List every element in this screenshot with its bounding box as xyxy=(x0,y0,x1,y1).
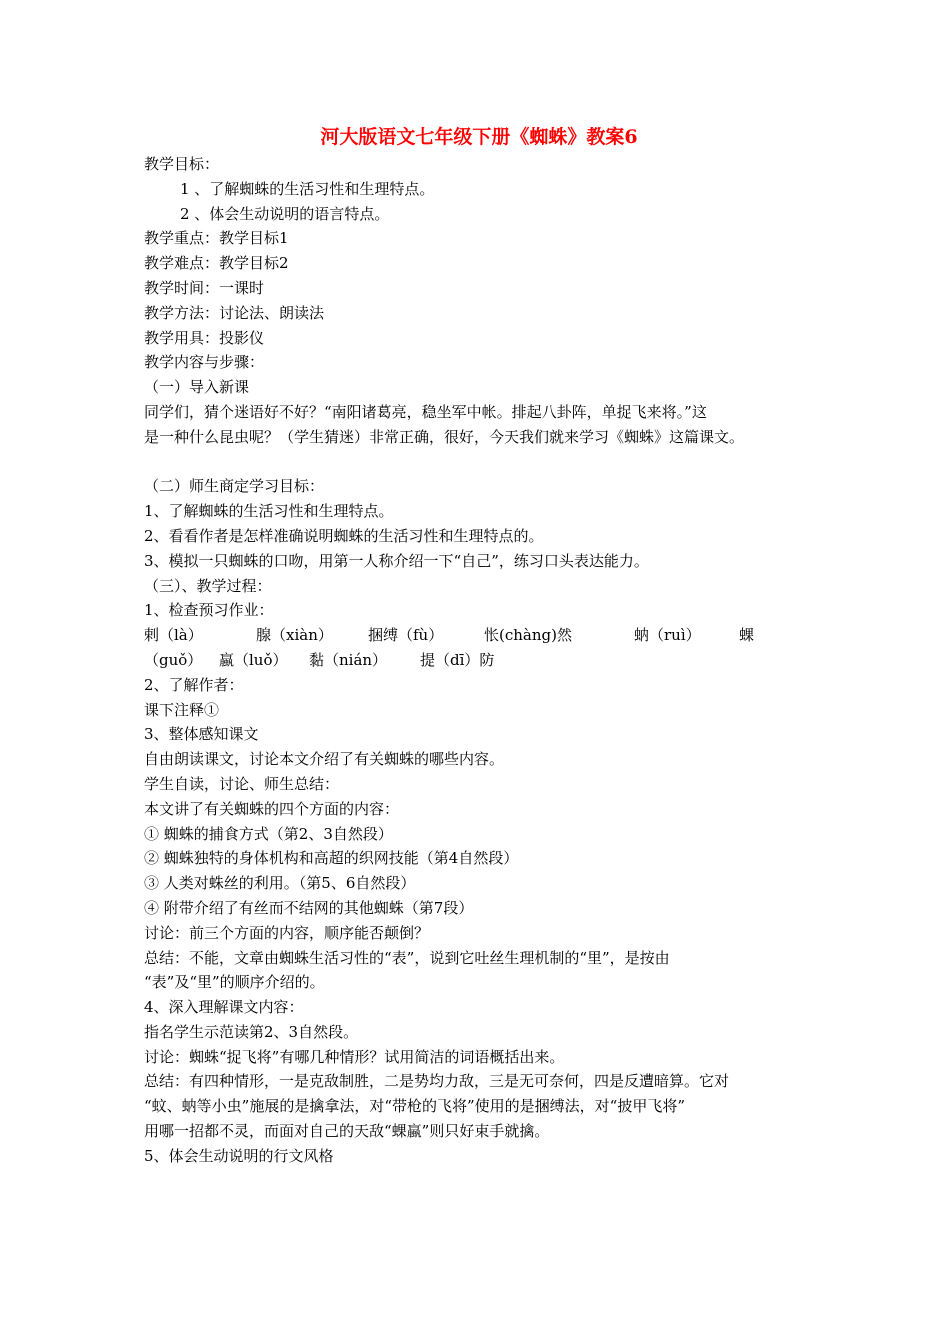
paragraph-line: 3、整体感知课文 xyxy=(144,725,259,744)
list-item: ④ 附带介绍了有丝而不结网的其他蜘蛛（第7段） xyxy=(144,898,474,917)
pinyin-word: 剌（là） xyxy=(144,626,203,645)
pinyin-word: 腺（xiàn） xyxy=(256,626,333,645)
paragraph-line: 是一种什么昆虫呢？（学生猜迷）非常正确，很好，今天我们就来学习《蜘蛛》这篇课文。 xyxy=(144,427,745,446)
paragraph-line: 5、体会生动说明的行文风格 xyxy=(144,1146,334,1165)
meta-line: 教学方法：讨论法、朗读法 xyxy=(144,303,325,322)
pinyin-word: 黏（nián） xyxy=(309,650,388,669)
paragraph-line: 2、看看作者是怎样准确说明蜘蛛的生活习性和生理特点的。 xyxy=(144,526,544,545)
pinyin-word: 怅(chàng)然 xyxy=(484,626,572,645)
document-title: 河大版语文七年级下册《蜘蛛》教案6 xyxy=(320,126,638,148)
paragraph-line: “蚊、蚋等小虫”施展的是擒拿法，对“带枪的飞将”使用的是捆缚法，对“披甲飞将” xyxy=(144,1097,686,1116)
paragraph-line: 讨论：前三个方面的内容，顺序能否颠倒？ xyxy=(144,923,430,942)
paragraph-line: 4、深入理解课文内容： xyxy=(144,998,304,1017)
meta-line: 教学重点：教学目标1 xyxy=(144,229,289,248)
paragraph-line: 3、模拟一只蜘蛛的口吻，用第一人称介绍一下“自己”，练习口头表达能力。 xyxy=(144,551,649,570)
list-item: ③ 人类对蛛丝的利用。（第5、6自然段） xyxy=(144,874,416,893)
paragraph-line: 课下注释① xyxy=(144,700,220,719)
list-item: ② 蜘蛛独特的身体机构和高超的织网技能（第4自然段） xyxy=(144,849,519,868)
pinyin-row xyxy=(144,648,814,673)
step-heading: 1、检查预习作业： xyxy=(144,601,274,620)
pinyin-word: 提（dī）防 xyxy=(420,650,495,669)
paragraph-line: 用哪一招都不灵，而面对自己的天敌“蜾蠃”则只好束手就擒。 xyxy=(144,1122,550,1141)
objectives-heading: 教学目标： xyxy=(144,155,220,173)
pinyin-word: 蜾 xyxy=(739,626,755,645)
document-page xyxy=(144,124,814,1169)
meta-line: 教学用具：投影仪 xyxy=(144,328,265,347)
paragraph-line: 指名学生示范读第2、3自然段。 xyxy=(144,1022,359,1041)
paragraph-line: “表”及“里”的顺序介绍的。 xyxy=(144,973,325,992)
pinyin-word: 蚋（ruì） xyxy=(634,626,701,645)
paragraph-line: 同学们，猜个迷语好不好？“南阳诸葛亮，稳坐军中帐。排起八卦阵，单捉飞来将。”这 xyxy=(144,402,707,421)
pinyin-word: 蠃（luǒ） xyxy=(219,650,288,669)
paragraph-line: 1、了解蜘蛛的生活习性和生理特点。 xyxy=(144,502,394,521)
meta-line: 教学难点：教学目标2 xyxy=(144,254,289,273)
objective-item: 2 、体会生动说明的语言特点。 xyxy=(180,204,390,223)
paragraph-line: 总结：不能，文章由蜘蛛生活习性的“表”，说到它吐丝生理机制的“里”，是按由 xyxy=(144,948,670,967)
section-heading: （三）、教学过程： xyxy=(144,576,272,595)
section3-body xyxy=(144,673,814,1169)
paragraph-line: 讨论：蜘蛛“捉飞将”有哪几种情形？试用简洁的词语概括出来。 xyxy=(144,1047,565,1066)
section-heading: （一）导入新课 xyxy=(144,378,250,397)
pinyin-word: 捆缚（fù） xyxy=(368,626,444,645)
objective-item: 1 、了解蜘蛛的生活习性和生理特点。 xyxy=(180,179,435,198)
meta-line: 教学时间：一课时 xyxy=(144,278,265,297)
pinyin-word: （guǒ） xyxy=(144,650,203,669)
blank-line xyxy=(144,450,814,475)
paragraph-line: 2、了解作者： xyxy=(144,675,244,694)
paragraph-line: 本文讲了有关蜘蛛的四个方面的内容： xyxy=(144,799,400,818)
section-heading: （二）师生商定学习目标： xyxy=(144,477,325,496)
meta-line: 教学内容与步骤： xyxy=(144,353,265,372)
paragraph-line: 自由朗读课文，讨论本文介绍了有关蜘蛛的哪些内容。 xyxy=(144,750,505,769)
paragraph-line: 总结：有四种情形，一是克敌制胜，二是势均力敌，三是无可奈何，四是反遭暗算。它对 xyxy=(144,1072,730,1091)
pinyin-row xyxy=(144,623,814,648)
list-item: ① 蜘蛛的捕食方式（第2、3自然段） xyxy=(144,824,393,843)
paragraph-line: 学生自读，讨论、师生总结： xyxy=(144,774,340,793)
